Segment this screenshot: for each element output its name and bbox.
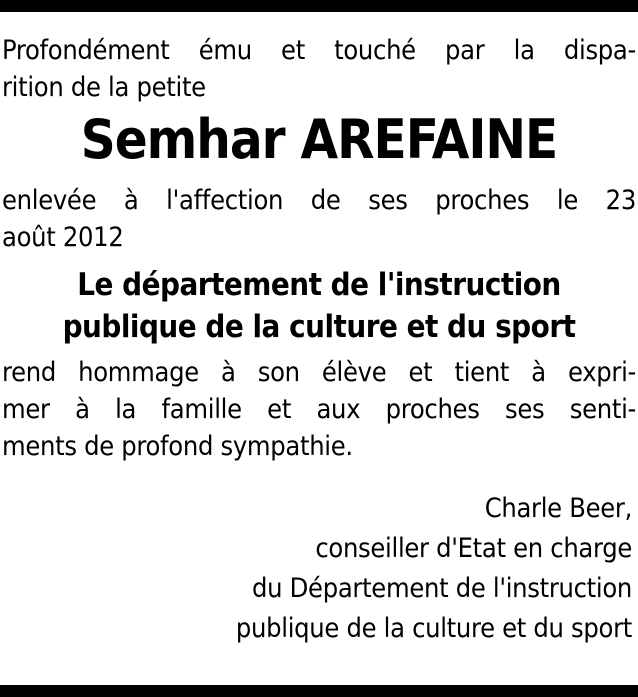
organization-line: Le département de l'instruction — [77, 267, 561, 303]
tribute-line: ments de profond sympathie. — [2, 431, 353, 462]
organization-line: publique de la culture et du sport — [62, 309, 576, 345]
signature-department: publique de la culture et du sport — [235, 613, 632, 644]
signature-title: conseiller d'Etat en charge — [315, 533, 632, 564]
intro-line: rition de la petite — [2, 72, 206, 103]
signature-block — [2, 489, 636, 649]
signature-department: du Département de l'instruction — [252, 573, 632, 604]
tribute-paragraph — [2, 354, 636, 465]
intro-paragraph — [2, 32, 636, 106]
tribute-line: rend hommage à son élève et tient à expri- — [2, 357, 636, 388]
notice-content — [0, 12, 638, 685]
signature-name: Charle Beer, — [484, 493, 632, 524]
deceased-name: Semhar AREFAINE — [80, 108, 558, 171]
death-date-line: août 2012 — [2, 222, 124, 253]
intro-line: Profondément ému et touché par la dispa- — [2, 35, 636, 66]
death-date-paragraph — [2, 182, 636, 256]
tribute-line: mer à la famille et aux proches ses senti- — [2, 394, 636, 425]
death-date-line: enlevée à l'affection de ses proches le 23 — [2, 185, 636, 216]
organization-name — [2, 264, 636, 348]
top-border-bar — [0, 0, 638, 12]
bottom-border-bar — [0, 685, 638, 697]
